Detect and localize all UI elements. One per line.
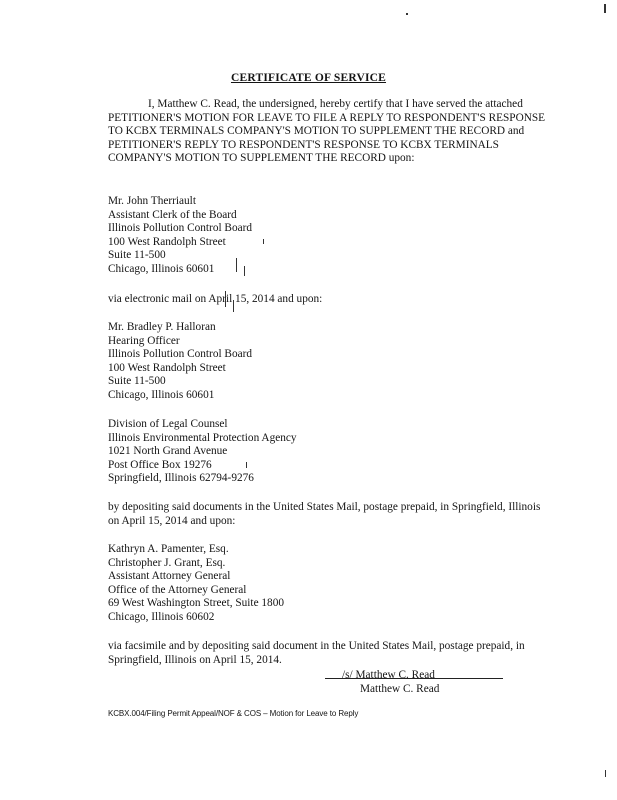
address-line: Chicago, Illinois 60601 — [108, 262, 215, 275]
scan-speck — [605, 770, 606, 777]
address-line: Christopher J. Grant, Esq. — [108, 556, 226, 569]
address-line: Assistant Clerk of the Board — [108, 208, 237, 221]
address-line: Mr. Bradley P. Halloran — [108, 321, 216, 333]
scan-speck — [406, 13, 408, 15]
address-line: Mr. John Therriault — [108, 195, 196, 207]
document-footer: KCBX.004/Filing Permit Appeal/NOF & COS – Motion for Leave to Reply — [108, 709, 359, 718]
scan-speck — [604, 4, 606, 13]
address-line: Division of Legal Counsel — [108, 418, 228, 430]
recipient-therriault — [108, 195, 408, 277]
recipient-attorney-general — [108, 543, 408, 625]
signature-line — [325, 678, 503, 679]
address-line: 1021 North Grand Avenue — [108, 445, 228, 458]
address-line: Chicago, Illinois 60601 — [108, 388, 215, 401]
address-line: Springfield, Illinois 62794-9276 — [108, 472, 254, 485]
service-method-mail: by depositing said documents in the United States Mail, postage prepaid, in Springfield, Illinois on April 15, 2014 and upon: — [108, 501, 541, 527]
address-line: 100 West Randolph Street — [108, 235, 226, 248]
electronic-signature: /s/ Matthew C. Read — [342, 669, 435, 681]
recipient-iepa — [108, 418, 408, 486]
address-line: Assistant Attorney General — [108, 570, 231, 583]
address-line: Office of the Attorney General — [108, 583, 247, 596]
address-line: 69 West Washington Street, Suite 1800 — [108, 597, 284, 610]
signer-name: Matthew C. Read — [360, 683, 440, 695]
address-line: 100 West Randolph Street — [108, 361, 226, 374]
address-line: Suite 11-500 — [108, 249, 166, 262]
address-line: Post Office Box 19276 — [108, 458, 212, 471]
service-method-electronic: via electronic mail on April 15, 2014 and upon: — [108, 293, 323, 305]
address-line: Illinois Pollution Control Board — [108, 348, 253, 361]
address-line: Illinois Pollution Control Board — [108, 222, 253, 235]
intro-paragraph: I, Matthew C. Read, the undersigned, hereby certify that I have served the attached PETITIONER'S MOTION FOR LEAVE TO FILE A REPLY TO RESPONDENT'S RESPONSE TO KCBX TERMINALS COMPANY'S MOTION TO SUPPLEMENT THE RECORD and PETITIONER'S REPLY TO RESPONDENT'S RESPONSE TO KCBX TERMINALS COMPANY'S MOTION TO SUPPLEMENT THE RECORD upon: — [108, 98, 546, 165]
address-line: Illinois Environmental Protection Agency — [108, 431, 297, 444]
recipient-halloran — [108, 321, 408, 403]
service-method-facsimile: via facsimile and by depositing said document in the United States Mail, postage prepaid, in Springfield, Illinois on April 15, 2014. — [108, 640, 525, 666]
document-title: CERTIFICATE OF SERVICE — [230, 72, 387, 84]
address-line: Suite 11-500 — [108, 375, 166, 388]
address-line: Chicago, Illinois 60602 — [108, 610, 215, 623]
address-line: Hearing Officer — [108, 334, 180, 347]
address-line: Kathryn A. Pamenter, Esq. — [108, 543, 229, 555]
